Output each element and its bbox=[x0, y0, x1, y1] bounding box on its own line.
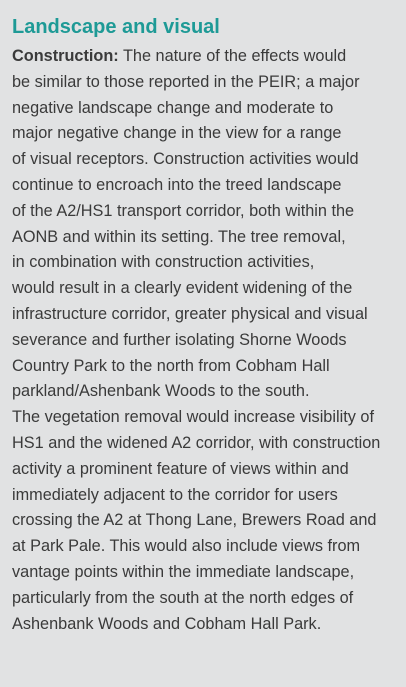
paragraph-line: parkland/Ashenbank Woods to the south. bbox=[12, 382, 310, 401]
paragraph-line: negative landscape change and moderate to bbox=[12, 98, 334, 117]
paragraph-line: would result in a clearly evident widening of the bbox=[12, 279, 353, 298]
paragraph-line: immediately adjacent to the corridor for users bbox=[12, 485, 338, 504]
paragraph-line: crossing the A2 at Thong Lane, Brewers Road and bbox=[12, 511, 377, 530]
paragraph-line: Country Park to the north from Cobham Hall bbox=[12, 356, 330, 375]
paragraph-line: of the A2/HS1 transport corridor, both within the bbox=[12, 201, 355, 220]
construction-lead: Construction: bbox=[12, 47, 119, 65]
paragraph-line: AONB and within its setting. The tree removal, bbox=[12, 227, 346, 246]
paragraph-line: vantage points within the immediate landscape, bbox=[12, 562, 355, 581]
paragraph-line bbox=[12, 44, 398, 70]
paragraph-line: continue to encroach into the treed landscape bbox=[12, 175, 342, 194]
paragraph-line: particularly from the south at the north edges of bbox=[12, 588, 354, 607]
paragraph-line: at Park Pale. This would also include views from bbox=[12, 537, 361, 556]
paragraph-line: be similar to those reported in the PEIR; a major bbox=[12, 72, 360, 91]
construction-paragraph bbox=[12, 44, 398, 405]
paragraph-line: Ashenbank Woods and Cobham Hall Park. bbox=[12, 614, 322, 633]
paragraph-line: of visual receptors. Construction activities would bbox=[12, 150, 359, 169]
vegetation-paragraph bbox=[12, 405, 398, 637]
paragraph-line: major negative change in the view for a range bbox=[12, 124, 342, 143]
paragraph-line: infrastructure corridor, greater physical and visual bbox=[12, 304, 368, 323]
paragraph-line: The vegetation removal would increase visibility of bbox=[12, 408, 374, 427]
paragraph-line: in combination with construction activities, bbox=[12, 253, 315, 272]
section-title: Landscape and visual bbox=[12, 16, 220, 38]
paragraph-line: HS1 and the widened A2 corridor, with construction bbox=[12, 433, 381, 452]
paragraph-line: activity a prominent feature of views within and bbox=[12, 459, 349, 478]
paragraph-line: severance and further isolating Shorne Woods bbox=[12, 330, 347, 349]
paragraph-line-text: The nature of the effects would bbox=[122, 47, 347, 65]
